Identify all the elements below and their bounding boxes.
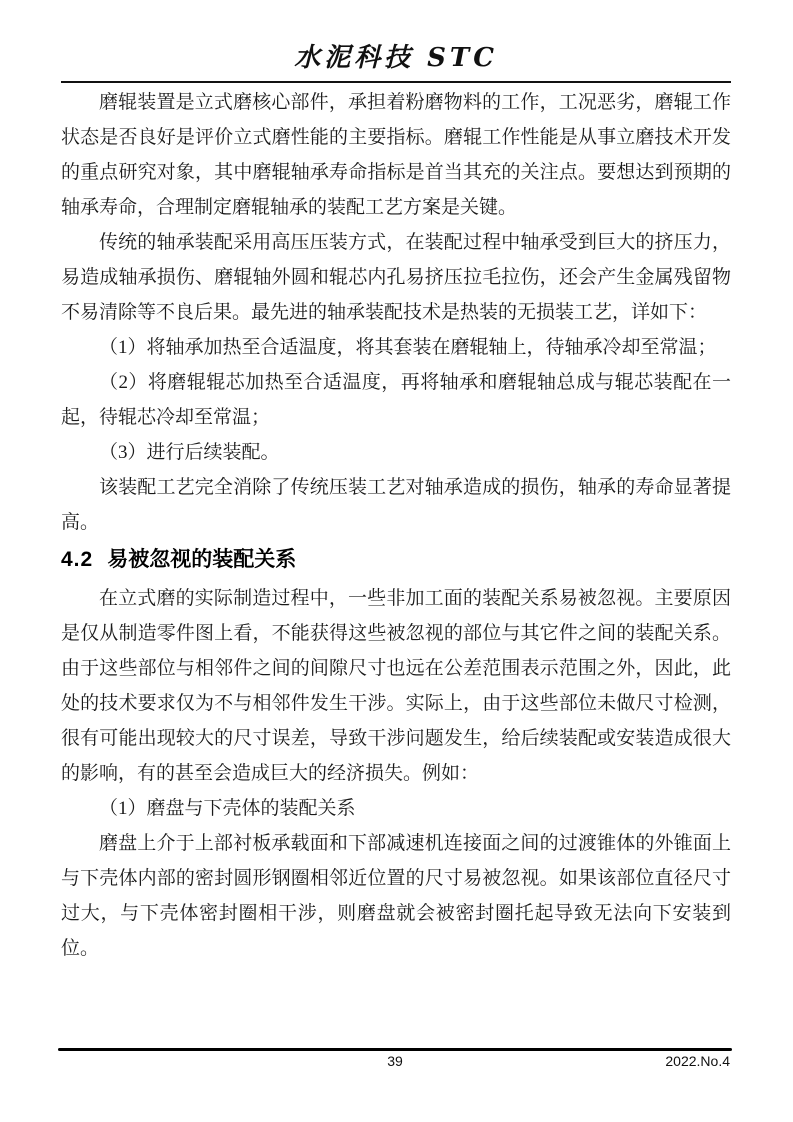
section-title: 易被忽视的装配关系	[107, 548, 297, 571]
header-divider	[61, 81, 731, 83]
procedure-step-3: （3）进行后续装配。	[99, 442, 280, 463]
procedure-step-1: （1）将轴承加热至合适温度，将其套装在磨辊轴上，待轴承冷却至常温；	[99, 337, 717, 358]
footer-row	[58, 1053, 732, 1075]
section-heading	[61, 542, 731, 578]
page-number: 39	[387, 1053, 403, 1069]
issue-label: 2022.No.4	[665, 1053, 730, 1069]
paragraph-section-1: 在立式磨的实际制造过程中，一些非加工面的装配关系易被忽视。主要原因是仅从制造零件图上看，不能获得这些被忽视的部位与其它件之间的装配关系。由于这些部位与相邻件之间的间隙尺寸也远在公差范围表示范围之外，因此，此处的技术要求仅为不与相邻件发生干涉。实际上，由于这些部位未做尺寸检测，很有可能出现较大的尺寸误差，导致干涉问题发生，给后续装配或安装造成很大的影响，有的甚至会造成巨大的经济损失。例如：	[61, 588, 731, 784]
journal-title: 水泥科技 STC	[294, 43, 498, 73]
paragraph-intro-3: 该装配工艺完全消除了传统压装工艺对轴承造成的损伤，轴承的寿命显著提高。	[61, 477, 731, 533]
page-footer	[58, 1048, 732, 1075]
procedure-step-2: （2）将磨辊辊芯加热至合适温度，再将轴承和磨辊轴总成与辊芯装配在一起，待辊芯冷却至常温；	[61, 372, 731, 428]
paragraph-intro-2: 传统的轴承装配采用高压压装方式，在装配过程中轴承受到巨大的挤压力，易造成轴承损伤、磨辊轴外圆和辊芯内孔易挤压拉毛拉伤，还会产生金属残留物不易清除等不良后果。最先进的轴承装配技术是热装的无损装工艺，详如下：	[61, 232, 731, 323]
paragraph-section-2: 磨盘上介于上部衬板承载面和下部减速机连接面之间的过渡锥体的外锥面上与下壳体内部的密封圆形钢圈相邻近位置的尺寸易被忽视。如果该部位直径尺寸过大，与下壳体密封圈相干涉，则磨盘就会被密封圈托起导致无法向下安装到位。	[61, 833, 731, 959]
page-header	[61, 0, 731, 83]
footer-divider	[58, 1048, 732, 1051]
article-body	[61, 85, 731, 966]
example-item-1: （1）磨盘与下壳体的装配关系	[99, 798, 356, 819]
paragraph-intro-1: 磨辊装置是立式磨核心部件，承担着粉磨物料的工作，工况恶劣，磨辊工作状态是否良好是评价立式磨性能的主要指标。磨辊工作性能是从事立磨技术开发的重点研究对象，其中磨辊轴承寿命指标是首当其充的关注点。要想达到预期的轴承寿命，合理制定磨辊轴承的装配工艺方案是关键。	[61, 92, 731, 218]
section-number: 4.2	[61, 548, 94, 571]
